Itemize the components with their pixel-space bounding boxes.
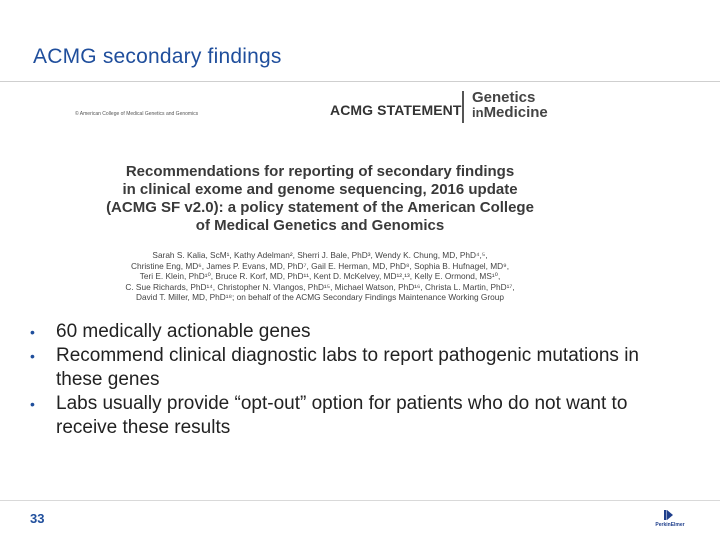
paper-title-line: (ACMG SF v2.0): a policy statement of the American College	[106, 199, 534, 216]
paper-title-line: of Medical Genetics and Genomics	[195, 217, 445, 234]
paper-authors	[75, 250, 565, 303]
bullet-item	[30, 344, 670, 392]
bullet-text: Labs usually provide “opt-out” option for patients who do not want to receive these results	[56, 393, 628, 438]
bullet-marker-icon: •	[30, 348, 35, 364]
paper-title-line: Recommendations for reporting of secondary findings	[125, 163, 515, 180]
page-number: 33	[30, 511, 45, 526]
paper-title	[85, 163, 555, 235]
footer-divider	[0, 500, 720, 501]
title-divider	[0, 81, 720, 82]
bullet-marker-icon: •	[30, 396, 35, 412]
perkinelmer-logo-text: PerkinElmer	[655, 522, 685, 528]
paper-title-line: in clinical exome and genome sequencing, 2016 update	[122, 181, 518, 198]
author-line: C. Sue Richards, PhD¹⁴, Christopher N. Vlangos, PhD¹⁵, Michael Watson, PhD¹⁶, Christa L. Martin, PhD¹⁷,	[125, 281, 515, 292]
journal-divider	[462, 91, 464, 123]
acmg-statement-label: ACMG STATEMENT	[330, 102, 462, 118]
bullet-marker-icon: •	[30, 324, 35, 340]
journal-logo	[472, 90, 548, 120]
journal-name-line2: Medicine	[483, 104, 548, 121]
slide-title: ACMG secondary findings	[33, 45, 282, 68]
author-line: Teri E. Klein, PhD¹⁰, Bruce R. Korf, MD, PhD¹¹, Kent D. McKelvey, MD¹²,¹³, Kelly E. Ormond, MS¹⁰,	[139, 271, 501, 282]
perkinelmer-logo-icon	[662, 509, 678, 521]
bullet-text: 60 medically actionable genes	[56, 321, 311, 342]
bullet-item	[30, 392, 670, 440]
paper-copyright: © American College of Medical Genetics and Genomics	[75, 111, 199, 117]
bullet-item	[30, 320, 670, 344]
author-line: David T. Miller, MD, PhD¹⁸; on behalf of the ACMG Secondary Findings Maintenance Working Group	[136, 292, 504, 303]
author-line: Sarah S. Kalia, ScM¹, Kathy Adelman², Sherri J. Bale, PhD³, Wendy K. Chung, MD, PhD⁴,⁵,	[152, 250, 488, 260]
bullet-list	[30, 320, 670, 440]
perkinelmer-logo	[650, 509, 690, 531]
journal-name-line1: Genetics	[472, 89, 536, 106]
author-line: Christine Eng, MD⁶, James P. Evans, MD, PhD⁷, Gail E. Herman, MD, PhD⁸, Sophia B. Hufnagel, MD⁹,	[130, 260, 510, 271]
paper-header-image	[75, 88, 565, 316]
bullet-text: Recommend clinical diagnostic labs to report pathogenic mutations in these genes	[56, 345, 639, 390]
journal-name-in: in	[472, 105, 484, 120]
